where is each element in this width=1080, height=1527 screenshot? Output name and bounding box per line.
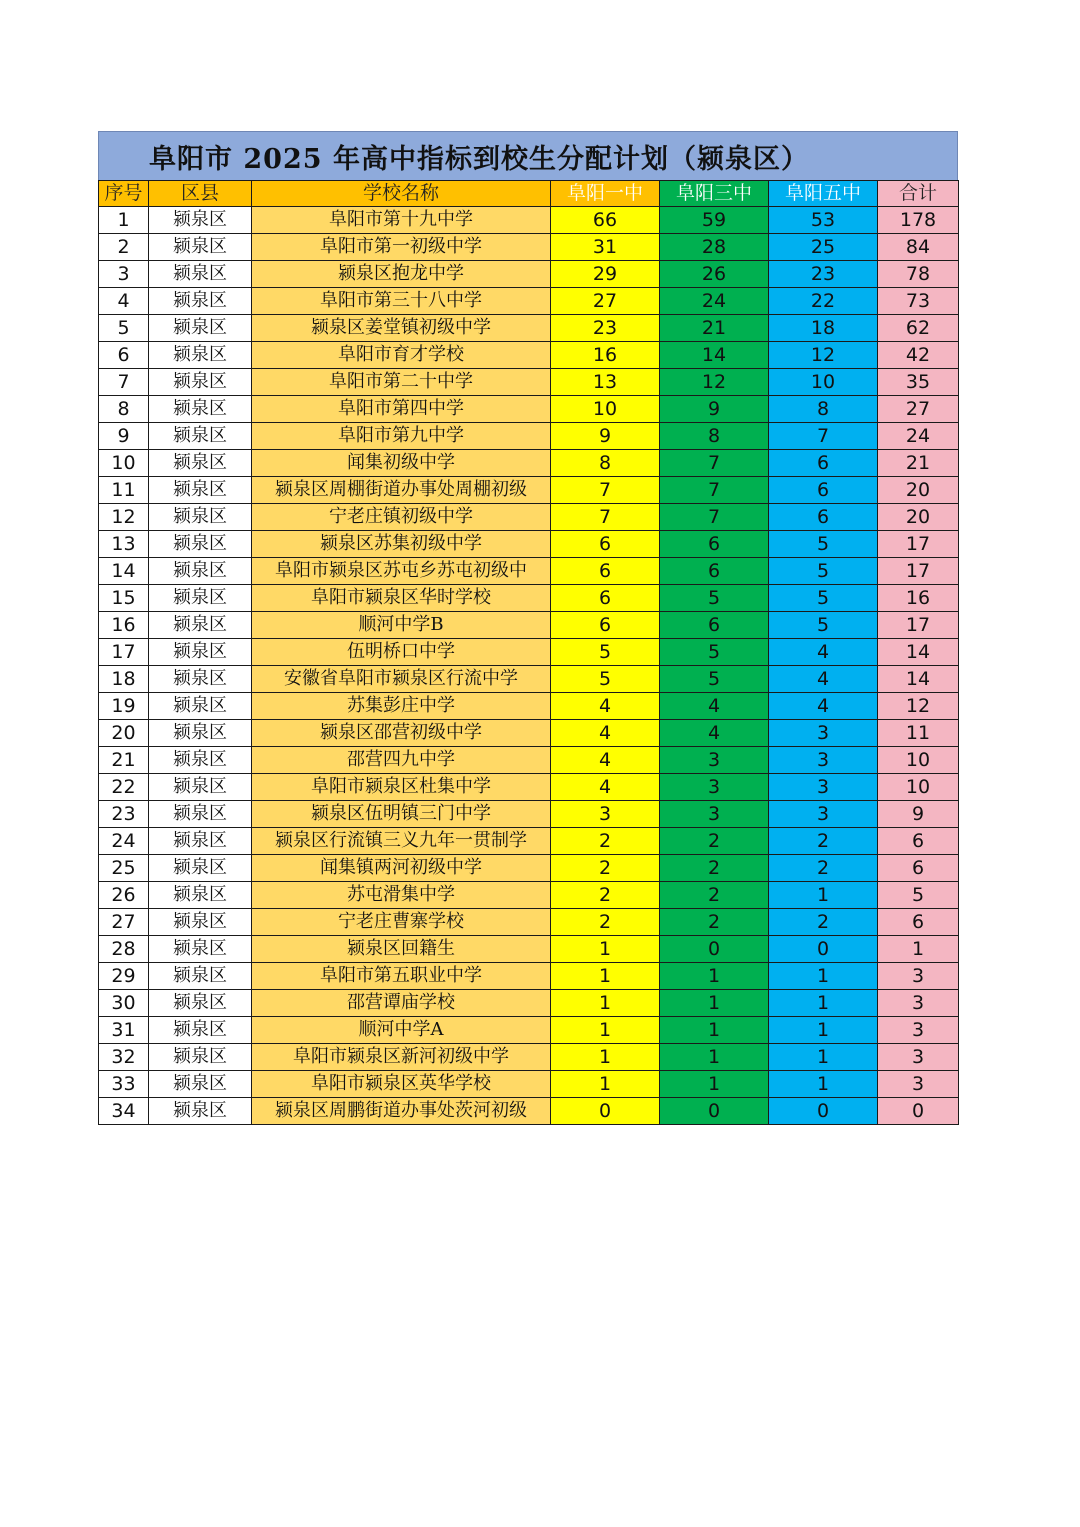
- cell-school: 颍泉区邵营初级中学: [252, 720, 551, 747]
- table-row: [99, 558, 959, 585]
- cell-fuyang-no5: 7: [769, 423, 878, 450]
- cell-school: 颍泉区回籍生: [252, 936, 551, 963]
- cell-fuyang-no5: 3: [769, 801, 878, 828]
- cell-fuyang-no5: 25: [769, 234, 878, 261]
- cell-fuyang-no1: 4: [551, 774, 660, 801]
- cell-district: 颍泉区: [149, 828, 252, 855]
- cell-fuyang-no5: 6: [769, 477, 878, 504]
- cell-district: 颍泉区: [149, 612, 252, 639]
- table-row: [99, 963, 959, 990]
- cell-fuyang-no3: 7: [660, 504, 769, 531]
- cell-fuyang-no3: 3: [660, 801, 769, 828]
- cell-seq: 22: [99, 774, 149, 801]
- table-row: [99, 990, 959, 1017]
- cell-district: 颍泉区: [149, 477, 252, 504]
- header-fuyang-no1: 阜阳一中: [551, 181, 660, 207]
- cell-school: 闻集初级中学: [252, 450, 551, 477]
- cell-fuyang-no5: 2: [769, 855, 878, 882]
- cell-school: 阜阳市第四中学: [252, 396, 551, 423]
- cell-fuyang-no3: 26: [660, 261, 769, 288]
- cell-seq: 14: [99, 558, 149, 585]
- cell-seq: 1: [99, 207, 149, 234]
- cell-fuyang-no3: 2: [660, 909, 769, 936]
- cell-fuyang-no5: 5: [769, 585, 878, 612]
- allocation-table: [98, 180, 959, 1125]
- cell-district: 颍泉区: [149, 396, 252, 423]
- cell-seq: 7: [99, 369, 149, 396]
- cell-fuyang-no3: 3: [660, 774, 769, 801]
- cell-school: 闻集镇两河初级中学: [252, 855, 551, 882]
- cell-school: 阜阳市第十九中学: [252, 207, 551, 234]
- cell-fuyang-no3: 6: [660, 531, 769, 558]
- cell-seq: 15: [99, 585, 149, 612]
- cell-total: 5: [878, 882, 959, 909]
- table-row: [99, 1044, 959, 1071]
- cell-total: 11: [878, 720, 959, 747]
- cell-seq: 20: [99, 720, 149, 747]
- cell-fuyang-no1: 7: [551, 477, 660, 504]
- table-row: [99, 720, 959, 747]
- cell-district: 颍泉区: [149, 963, 252, 990]
- cell-school: 邵营谭庙学校: [252, 990, 551, 1017]
- cell-school: 颍泉区抱龙中学: [252, 261, 551, 288]
- cell-school: 阜阳市第九中学: [252, 423, 551, 450]
- table-row: [99, 369, 959, 396]
- cell-fuyang-no1: 31: [551, 234, 660, 261]
- cell-fuyang-no1: 3: [551, 801, 660, 828]
- cell-seq: 2: [99, 234, 149, 261]
- cell-fuyang-no3: 5: [660, 639, 769, 666]
- cell-total: 20: [878, 477, 959, 504]
- table-row: [99, 1017, 959, 1044]
- cell-fuyang-no1: 23: [551, 315, 660, 342]
- cell-fuyang-no5: 1: [769, 1044, 878, 1071]
- cell-fuyang-no5: 23: [769, 261, 878, 288]
- cell-school: 阜阳市第一初级中学: [252, 234, 551, 261]
- cell-fuyang-no5: 5: [769, 531, 878, 558]
- table-row: [99, 315, 959, 342]
- cell-seq: 29: [99, 963, 149, 990]
- cell-fuyang-no3: 4: [660, 693, 769, 720]
- cell-district: 颍泉区: [149, 1071, 252, 1098]
- cell-fuyang-no5: 5: [769, 558, 878, 585]
- table-row: [99, 612, 959, 639]
- table-row: [99, 396, 959, 423]
- cell-fuyang-no1: 2: [551, 855, 660, 882]
- cell-school: 苏屯滑集中学: [252, 882, 551, 909]
- cell-school: 宁老庄曹寨学校: [252, 909, 551, 936]
- header-total: 合计: [878, 181, 959, 207]
- cell-school: 阜阳市颍泉区杜集中学: [252, 774, 551, 801]
- cell-seq: 11: [99, 477, 149, 504]
- cell-seq: 13: [99, 531, 149, 558]
- cell-fuyang-no5: 6: [769, 504, 878, 531]
- cell-fuyang-no3: 0: [660, 1098, 769, 1125]
- cell-seq: 9: [99, 423, 149, 450]
- table-row: [99, 423, 959, 450]
- cell-seq: 8: [99, 396, 149, 423]
- cell-fuyang-no5: 22: [769, 288, 878, 315]
- cell-fuyang-no1: 1: [551, 963, 660, 990]
- table-row: [99, 828, 959, 855]
- cell-fuyang-no5: 2: [769, 828, 878, 855]
- cell-district: 颍泉区: [149, 504, 252, 531]
- cell-school: 阜阳市颍泉区苏屯乡苏屯初级中: [252, 558, 551, 585]
- table-row: [99, 936, 959, 963]
- table-row: [99, 801, 959, 828]
- cell-total: 3: [878, 963, 959, 990]
- cell-district: 颍泉区: [149, 234, 252, 261]
- cell-seq: 28: [99, 936, 149, 963]
- cell-total: 14: [878, 666, 959, 693]
- cell-fuyang-no3: 1: [660, 990, 769, 1017]
- cell-total: 84: [878, 234, 959, 261]
- cell-total: 3: [878, 990, 959, 1017]
- cell-school: 安徽省阜阳市颍泉区行流中学: [252, 666, 551, 693]
- cell-district: 颍泉区: [149, 801, 252, 828]
- cell-total: 17: [878, 531, 959, 558]
- table-row: [99, 774, 959, 801]
- page-title: 阜阳市 2025 年高中指标到校生分配计划（颍泉区）: [98, 131, 958, 180]
- cell-seq: 30: [99, 990, 149, 1017]
- cell-total: 20: [878, 504, 959, 531]
- cell-fuyang-no1: 4: [551, 747, 660, 774]
- table-row: [99, 342, 959, 369]
- cell-school: 阜阳市第三十八中学: [252, 288, 551, 315]
- cell-district: 颍泉区: [149, 855, 252, 882]
- cell-fuyang-no3: 6: [660, 558, 769, 585]
- cell-fuyang-no5: 6: [769, 450, 878, 477]
- cell-district: 颍泉区: [149, 936, 252, 963]
- cell-fuyang-no1: 2: [551, 909, 660, 936]
- cell-fuyang-no5: 1: [769, 1071, 878, 1098]
- table-row: [99, 207, 959, 234]
- cell-total: 1: [878, 936, 959, 963]
- cell-district: 颍泉区: [149, 909, 252, 936]
- table-row: [99, 693, 959, 720]
- cell-district: 颍泉区: [149, 369, 252, 396]
- table-body: [99, 207, 959, 1125]
- cell-fuyang-no1: 1: [551, 1044, 660, 1071]
- table-row: [99, 1071, 959, 1098]
- cell-district: 颍泉区: [149, 207, 252, 234]
- cell-fuyang-no1: 1: [551, 990, 660, 1017]
- cell-fuyang-no3: 2: [660, 828, 769, 855]
- cell-seq: 10: [99, 450, 149, 477]
- cell-fuyang-no1: 4: [551, 693, 660, 720]
- cell-school: 颍泉区周鹏街道办事处茨河初级: [252, 1098, 551, 1125]
- table-row: [99, 882, 959, 909]
- cell-seq: 26: [99, 882, 149, 909]
- cell-district: 颍泉区: [149, 747, 252, 774]
- cell-fuyang-no5: 18: [769, 315, 878, 342]
- cell-fuyang-no5: 53: [769, 207, 878, 234]
- cell-fuyang-no5: 0: [769, 936, 878, 963]
- cell-district: 颍泉区: [149, 666, 252, 693]
- cell-seq: 12: [99, 504, 149, 531]
- cell-fuyang-no3: 2: [660, 855, 769, 882]
- cell-district: 颍泉区: [149, 531, 252, 558]
- cell-fuyang-no5: 1: [769, 1017, 878, 1044]
- cell-fuyang-no1: 6: [551, 612, 660, 639]
- cell-fuyang-no3: 14: [660, 342, 769, 369]
- cell-fuyang-no1: 0: [551, 1098, 660, 1125]
- table-row: [99, 855, 959, 882]
- cell-total: 35: [878, 369, 959, 396]
- cell-fuyang-no1: 6: [551, 585, 660, 612]
- cell-seq: 18: [99, 666, 149, 693]
- cell-fuyang-no5: 4: [769, 639, 878, 666]
- cell-seq: 34: [99, 1098, 149, 1125]
- cell-fuyang-no3: 6: [660, 612, 769, 639]
- cell-fuyang-no3: 1: [660, 1071, 769, 1098]
- cell-seq: 6: [99, 342, 149, 369]
- cell-fuyang-no3: 21: [660, 315, 769, 342]
- header-district: 区县: [149, 181, 252, 207]
- cell-fuyang-no1: 27: [551, 288, 660, 315]
- cell-district: 颍泉区: [149, 639, 252, 666]
- header-row: [99, 181, 959, 207]
- cell-total: 10: [878, 747, 959, 774]
- cell-school: 阜阳市颍泉区新河初级中学: [252, 1044, 551, 1071]
- cell-school: 颍泉区姜堂镇初级中学: [252, 315, 551, 342]
- cell-total: 12: [878, 693, 959, 720]
- cell-total: 42: [878, 342, 959, 369]
- cell-school: 宁老庄镇初级中学: [252, 504, 551, 531]
- header-fuyang-no3: 阜阳三中: [660, 181, 769, 207]
- cell-school: 伍明桥口中学: [252, 639, 551, 666]
- cell-fuyang-no3: 12: [660, 369, 769, 396]
- cell-total: 27: [878, 396, 959, 423]
- cell-fuyang-no5: 8: [769, 396, 878, 423]
- cell-district: 颍泉区: [149, 1044, 252, 1071]
- table-row: [99, 234, 959, 261]
- cell-fuyang-no5: 3: [769, 747, 878, 774]
- cell-fuyang-no3: 28: [660, 234, 769, 261]
- cell-fuyang-no3: 59: [660, 207, 769, 234]
- cell-fuyang-no3: 1: [660, 963, 769, 990]
- cell-fuyang-no3: 3: [660, 747, 769, 774]
- cell-fuyang-no1: 1: [551, 1017, 660, 1044]
- cell-fuyang-no5: 3: [769, 720, 878, 747]
- cell-fuyang-no5: 1: [769, 882, 878, 909]
- cell-fuyang-no3: 9: [660, 396, 769, 423]
- cell-school: 邵营四九中学: [252, 747, 551, 774]
- cell-total: 6: [878, 855, 959, 882]
- cell-total: 9: [878, 801, 959, 828]
- cell-fuyang-no1: 29: [551, 261, 660, 288]
- cell-fuyang-no3: 2: [660, 882, 769, 909]
- table-row: [99, 450, 959, 477]
- cell-district: 颍泉区: [149, 720, 252, 747]
- cell-fuyang-no3: 4: [660, 720, 769, 747]
- cell-district: 颍泉区: [149, 558, 252, 585]
- cell-school: 颍泉区周棚街道办事处周棚初级: [252, 477, 551, 504]
- cell-seq: 33: [99, 1071, 149, 1098]
- table-row: [99, 585, 959, 612]
- cell-fuyang-no1: 4: [551, 720, 660, 747]
- cell-fuyang-no1: 13: [551, 369, 660, 396]
- cell-total: 73: [878, 288, 959, 315]
- cell-district: 颍泉区: [149, 450, 252, 477]
- cell-school: 颍泉区行流镇三义九年一贯制学: [252, 828, 551, 855]
- cell-total: 6: [878, 909, 959, 936]
- allocation-sheet: [98, 131, 958, 1125]
- cell-seq: 27: [99, 909, 149, 936]
- cell-seq: 32: [99, 1044, 149, 1071]
- cell-total: 17: [878, 612, 959, 639]
- table-row: [99, 504, 959, 531]
- cell-fuyang-no1: 6: [551, 558, 660, 585]
- cell-total: 17: [878, 558, 959, 585]
- table-row: [99, 288, 959, 315]
- cell-fuyang-no3: 24: [660, 288, 769, 315]
- table-row: [99, 531, 959, 558]
- cell-fuyang-no5: 10: [769, 369, 878, 396]
- cell-school: 阜阳市第二十中学: [252, 369, 551, 396]
- cell-school: 颍泉区苏集初级中学: [252, 531, 551, 558]
- cell-school: 顺河中学A: [252, 1017, 551, 1044]
- cell-seq: 31: [99, 1017, 149, 1044]
- cell-total: 14: [878, 639, 959, 666]
- cell-seq: 17: [99, 639, 149, 666]
- cell-fuyang-no5: 1: [769, 963, 878, 990]
- header-seq: 序号: [99, 181, 149, 207]
- cell-school: 阜阳市颍泉区华时学校: [252, 585, 551, 612]
- cell-fuyang-no1: 9: [551, 423, 660, 450]
- cell-district: 颍泉区: [149, 1098, 252, 1125]
- cell-district: 颍泉区: [149, 261, 252, 288]
- cell-fuyang-no1: 5: [551, 666, 660, 693]
- cell-total: 24: [878, 423, 959, 450]
- table-row: [99, 477, 959, 504]
- cell-seq: 24: [99, 828, 149, 855]
- cell-district: 颍泉区: [149, 990, 252, 1017]
- cell-fuyang-no1: 1: [551, 936, 660, 963]
- cell-school: 阜阳市颍泉区英华学校: [252, 1071, 551, 1098]
- cell-total: 3: [878, 1044, 959, 1071]
- header-school: 学校名称: [252, 181, 551, 207]
- cell-district: 颍泉区: [149, 342, 252, 369]
- cell-seq: 23: [99, 801, 149, 828]
- cell-school: 苏集彭庄中学: [252, 693, 551, 720]
- cell-total: 62: [878, 315, 959, 342]
- cell-seq: 4: [99, 288, 149, 315]
- cell-district: 颍泉区: [149, 315, 252, 342]
- cell-fuyang-no1: 10: [551, 396, 660, 423]
- cell-fuyang-no3: 7: [660, 450, 769, 477]
- cell-fuyang-no1: 16: [551, 342, 660, 369]
- cell-total: 16: [878, 585, 959, 612]
- cell-fuyang-no1: 8: [551, 450, 660, 477]
- table-row: [99, 1098, 959, 1125]
- cell-school: 阜阳市第五职业中学: [252, 963, 551, 990]
- cell-district: 颍泉区: [149, 423, 252, 450]
- cell-school: 阜阳市育才学校: [252, 342, 551, 369]
- cell-fuyang-no1: 1: [551, 1071, 660, 1098]
- table-row: [99, 747, 959, 774]
- cell-fuyang-no1: 6: [551, 531, 660, 558]
- cell-fuyang-no5: 4: [769, 693, 878, 720]
- cell-fuyang-no5: 3: [769, 774, 878, 801]
- cell-total: 3: [878, 1071, 959, 1098]
- cell-fuyang-no3: 5: [660, 666, 769, 693]
- cell-total: 0: [878, 1098, 959, 1125]
- cell-fuyang-no3: 8: [660, 423, 769, 450]
- cell-fuyang-no1: 5: [551, 639, 660, 666]
- cell-seq: 5: [99, 315, 149, 342]
- cell-district: 颍泉区: [149, 774, 252, 801]
- table-row: [99, 261, 959, 288]
- cell-total: 178: [878, 207, 959, 234]
- cell-fuyang-no5: 4: [769, 666, 878, 693]
- cell-fuyang-no3: 1: [660, 1017, 769, 1044]
- header-fuyang-no5: 阜阳五中: [769, 181, 878, 207]
- table-row: [99, 666, 959, 693]
- cell-seq: 25: [99, 855, 149, 882]
- cell-total: 10: [878, 774, 959, 801]
- cell-district: 颍泉区: [149, 585, 252, 612]
- cell-total: 78: [878, 261, 959, 288]
- cell-fuyang-no1: 66: [551, 207, 660, 234]
- cell-fuyang-no5: 5: [769, 612, 878, 639]
- cell-fuyang-no3: 7: [660, 477, 769, 504]
- cell-fuyang-no5: 1: [769, 990, 878, 1017]
- cell-district: 颍泉区: [149, 882, 252, 909]
- cell-seq: 21: [99, 747, 149, 774]
- table-row: [99, 909, 959, 936]
- cell-fuyang-no1: 2: [551, 828, 660, 855]
- cell-school: 颍泉区伍明镇三门中学: [252, 801, 551, 828]
- cell-fuyang-no3: 1: [660, 1044, 769, 1071]
- cell-fuyang-no1: 7: [551, 504, 660, 531]
- cell-seq: 16: [99, 612, 149, 639]
- cell-fuyang-no1: 2: [551, 882, 660, 909]
- cell-fuyang-no5: 0: [769, 1098, 878, 1125]
- cell-fuyang-no3: 0: [660, 936, 769, 963]
- cell-district: 颍泉区: [149, 288, 252, 315]
- cell-district: 颍泉区: [149, 693, 252, 720]
- cell-fuyang-no5: 2: [769, 909, 878, 936]
- cell-total: 21: [878, 450, 959, 477]
- cell-district: 颍泉区: [149, 1017, 252, 1044]
- cell-total: 6: [878, 828, 959, 855]
- table-row: [99, 639, 959, 666]
- cell-seq: 19: [99, 693, 149, 720]
- cell-fuyang-no3: 5: [660, 585, 769, 612]
- cell-fuyang-no5: 12: [769, 342, 878, 369]
- cell-total: 3: [878, 1017, 959, 1044]
- cell-seq: 3: [99, 261, 149, 288]
- cell-school: 顺河中学B: [252, 612, 551, 639]
